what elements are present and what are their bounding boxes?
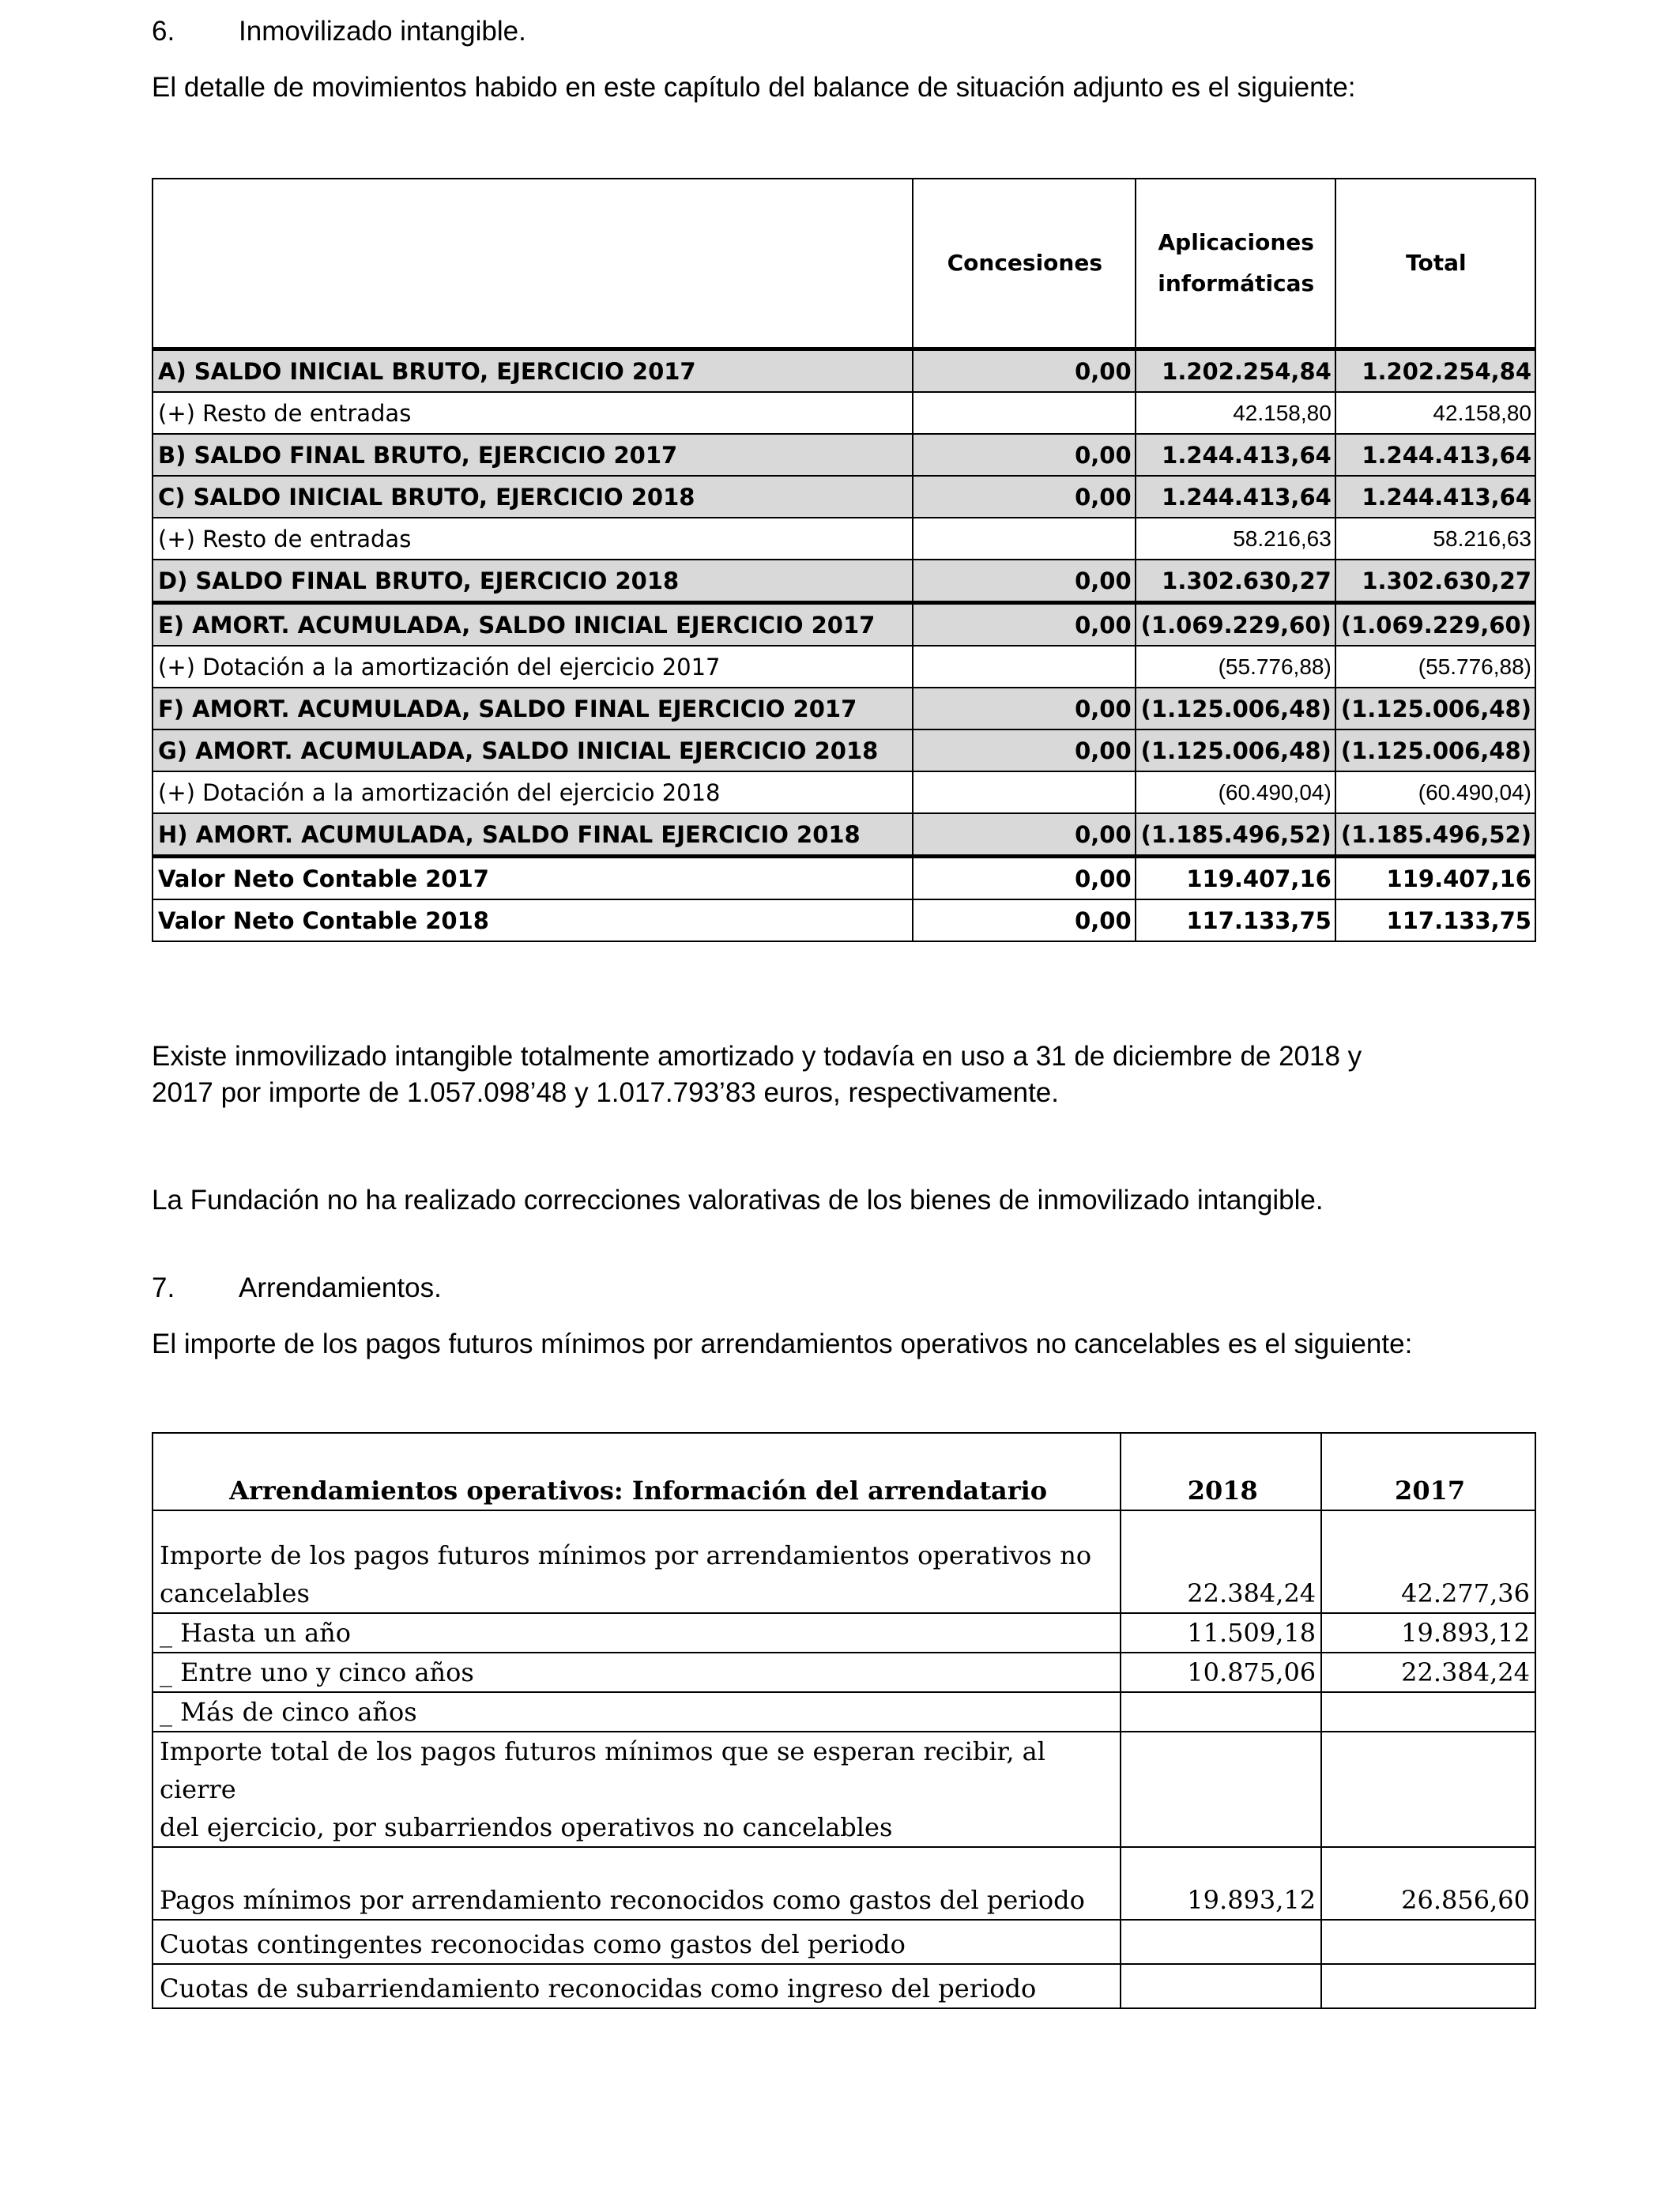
table-row <box>153 1920 1535 1964</box>
row-label-line2: cancelables <box>160 1578 310 1608</box>
row-value-2017 <box>1321 1920 1535 1964</box>
row-label: B) SALDO FINAL BRUTO, EJERCICIO 2017 <box>153 434 913 476</box>
paragraph-no-corrections: La Fundación no ha realizado correcciones valorativas de los bienes de inmovilizado intangible. <box>152 1185 1324 1216</box>
row-total: 1.302.630,27 <box>1335 560 1535 603</box>
row-label: E) AMORT. ACUMULADA, SALDO INICIAL EJERCICIO 2017 <box>153 603 913 647</box>
row-label-line1: Importe total de los pagos futuros mínimos que se esperan recibir, al cierre <box>160 1736 1045 1804</box>
row-concesiones <box>913 771 1136 813</box>
row-aplicaciones: (55.776,88) <box>1136 646 1335 688</box>
row-concesiones <box>913 392 1136 434</box>
table-row <box>153 392 1535 434</box>
row-aplicaciones: 1.244.413,64 <box>1136 476 1335 518</box>
row-label: _ Entre uno y cinco años <box>153 1653 1121 1692</box>
table-row <box>153 729 1535 771</box>
section-7-intro: El importe de los pagos futuros mínimos por arrendamientos operativos no cancelables es el siguiente: <box>152 1329 1413 1359</box>
row-label: Cuotas contingentes reconocidas como gastos del periodo <box>153 1920 1121 1964</box>
row-aplicaciones: 58.216,63 <box>1136 518 1335 560</box>
row-value-2017: 26.856,60 <box>1321 1847 1535 1920</box>
row-value-2017: 22.384,24 <box>1321 1653 1535 1692</box>
row-aplicaciones: (60.490,04) <box>1136 771 1335 813</box>
row-aplicaciones: 1.244.413,64 <box>1136 434 1335 476</box>
row-total: (1.125.006,48) <box>1335 729 1535 771</box>
row-total: 42.158,80 <box>1335 392 1535 434</box>
table-row <box>153 771 1535 813</box>
table-row <box>153 603 1535 647</box>
row-value-2018: 11.509,18 <box>1121 1613 1321 1653</box>
section-7-number: 7. <box>152 1272 175 1303</box>
row-total: 119.407,16 <box>1335 857 1535 900</box>
table-row <box>153 434 1535 476</box>
row-total: 1.244.413,64 <box>1335 476 1535 518</box>
row-label: Cuotas de subarriendamiento reconocidas como ingreso del periodo <box>153 1964 1121 2008</box>
table-row <box>153 1613 1535 1653</box>
row-aplicaciones: 1.302.630,27 <box>1136 560 1335 603</box>
row-value-2017: 19.893,12 <box>1321 1613 1535 1653</box>
header-description: Arrendamientos operativos: Información del arrendatario <box>153 1433 1121 1510</box>
row-aplicaciones: 119.407,16 <box>1136 857 1335 900</box>
row-label: Valor Neto Contable 2018 <box>153 899 913 941</box>
row-total: (1.125.006,48) <box>1335 688 1535 729</box>
header-2017: 2017 <box>1321 1433 1535 1510</box>
header-aplicaciones-line1: Aplicaciones <box>1158 229 1314 255</box>
row-label: (+) Dotación a la amortización del ejercicio 2018 <box>153 771 913 813</box>
row-label: _ Más de cinco años <box>153 1692 1121 1732</box>
table-header-row <box>153 179 1535 349</box>
header-2018: 2018 <box>1121 1433 1321 1510</box>
table-row <box>153 899 1535 941</box>
row-label-line1: Importe de los pagos futuros mínimos por arrendamientos operativos no <box>160 1540 1092 1570</box>
table-row <box>153 1732 1535 1847</box>
row-aplicaciones: (1.069.229,60) <box>1136 603 1335 647</box>
row-label-line2: del ejercicio, por subarriendos operativos no cancelables <box>160 1812 893 1842</box>
section-7-title: Arrendamientos. <box>239 1272 442 1303</box>
row-total: (1.069.229,60) <box>1335 603 1535 647</box>
header-aplicaciones-line2: informáticas <box>1158 270 1315 296</box>
row-label: H) AMORT. ACUMULADA, SALDO FINAL EJERCICIO 2018 <box>153 813 913 857</box>
row-total: 1.202.254,84 <box>1335 349 1535 393</box>
section-6-number: 6. <box>152 16 175 47</box>
table-row <box>153 646 1535 688</box>
row-label <box>153 1510 1121 1613</box>
header-aplicaciones <box>1136 179 1335 349</box>
row-label: F) AMORT. ACUMULADA, SALDO FINAL EJERCICIO 2017 <box>153 688 913 729</box>
row-label: D) SALDO FINAL BRUTO, EJERCICIO 2018 <box>153 560 913 603</box>
row-label: C) SALDO INICIAL BRUTO, EJERCICIO 2018 <box>153 476 913 518</box>
row-label: (+) Dotación a la amortización del ejercicio 2017 <box>153 646 913 688</box>
table-row <box>153 813 1535 857</box>
table-row <box>153 518 1535 560</box>
table-row <box>153 349 1535 393</box>
row-concesiones: 0,00 <box>913 349 1136 393</box>
row-concesiones: 0,00 <box>913 560 1136 603</box>
table-row <box>153 1847 1535 1920</box>
section-6-intro: El detalle de movimientos habido en este capítulo del balance de situación adjunto es el siguiente: <box>152 72 1356 103</box>
row-aplicaciones: 42.158,80 <box>1136 392 1335 434</box>
row-concesiones: 0,00 <box>913 603 1136 647</box>
table-header-row <box>153 1433 1535 1510</box>
row-value-2018: 19.893,12 <box>1121 1847 1321 1920</box>
row-concesiones: 0,00 <box>913 688 1136 729</box>
row-total: (1.185.496,52) <box>1335 813 1535 857</box>
table-row <box>153 1653 1535 1692</box>
table-row <box>153 1964 1535 2008</box>
row-concesiones <box>913 518 1136 560</box>
row-label: (+) Resto de entradas <box>153 518 913 560</box>
table-row <box>153 688 1535 729</box>
row-aplicaciones: 1.202.254,84 <box>1136 349 1335 393</box>
intangible-assets-table <box>152 178 1536 942</box>
paragraph-fully-amortized-line1: Existe inmovilizado intangible totalmente amortizado y todavía en uso a 31 de diciembre de 2018 y <box>152 1041 1362 1072</box>
row-aplicaciones: (1.125.006,48) <box>1136 729 1335 771</box>
row-label: Pagos mínimos por arrendamiento reconocidos como gastos del periodo <box>153 1847 1121 1920</box>
row-aplicaciones: (1.125.006,48) <box>1136 688 1335 729</box>
row-value-2018 <box>1121 1920 1321 1964</box>
row-label: (+) Resto de entradas <box>153 392 913 434</box>
row-label: A) SALDO INICIAL BRUTO, EJERCICIO 2017 <box>153 349 913 393</box>
row-aplicaciones: (1.185.496,52) <box>1136 813 1335 857</box>
row-value-2018: 22.384,24 <box>1121 1510 1321 1613</box>
table-row <box>153 1510 1535 1613</box>
row-value-2018 <box>1121 1964 1321 2008</box>
row-aplicaciones: 117.133,75 <box>1136 899 1335 941</box>
row-value-2018 <box>1121 1732 1321 1847</box>
section-6-title: Inmovilizado intangible. <box>239 16 526 47</box>
paragraph-fully-amortized-line2: 2017 por importe de 1.057.098’48 y 1.017.793’83 euros, respectivamente. <box>152 1077 1059 1108</box>
row-total: (55.776,88) <box>1335 646 1535 688</box>
row-label <box>153 1732 1121 1847</box>
row-value-2018 <box>1121 1692 1321 1732</box>
row-total: 1.244.413,64 <box>1335 434 1535 476</box>
header-total: Total <box>1335 179 1535 349</box>
row-label: G) AMORT. ACUMULADA, SALDO INICIAL EJERCICIO 2018 <box>153 729 913 771</box>
row-concesiones: 0,00 <box>913 857 1136 900</box>
row-concesiones: 0,00 <box>913 434 1136 476</box>
table-row <box>153 476 1535 518</box>
row-value-2017: 42.277,36 <box>1321 1510 1535 1613</box>
row-concesiones: 0,00 <box>913 729 1136 771</box>
row-concesiones: 0,00 <box>913 899 1136 941</box>
row-total: 58.216,63 <box>1335 518 1535 560</box>
row-value-2017 <box>1321 1964 1535 2008</box>
header-concesiones: Concesiones <box>913 179 1136 349</box>
row-label: Valor Neto Contable 2017 <box>153 857 913 900</box>
row-concesiones: 0,00 <box>913 813 1136 857</box>
row-concesiones <box>913 646 1136 688</box>
row-total: (60.490,04) <box>1335 771 1535 813</box>
table-row <box>153 560 1535 603</box>
header-empty-cell <box>153 179 913 349</box>
leases-table <box>152 1432 1536 2009</box>
table-row <box>153 857 1535 900</box>
row-concesiones: 0,00 <box>913 476 1136 518</box>
row-label: _ Hasta un año <box>153 1613 1121 1653</box>
row-value-2017 <box>1321 1732 1535 1847</box>
row-value-2017 <box>1321 1692 1535 1732</box>
table-row <box>153 1692 1535 1732</box>
row-value-2018: 10.875,06 <box>1121 1653 1321 1692</box>
row-total: 117.133,75 <box>1335 899 1535 941</box>
